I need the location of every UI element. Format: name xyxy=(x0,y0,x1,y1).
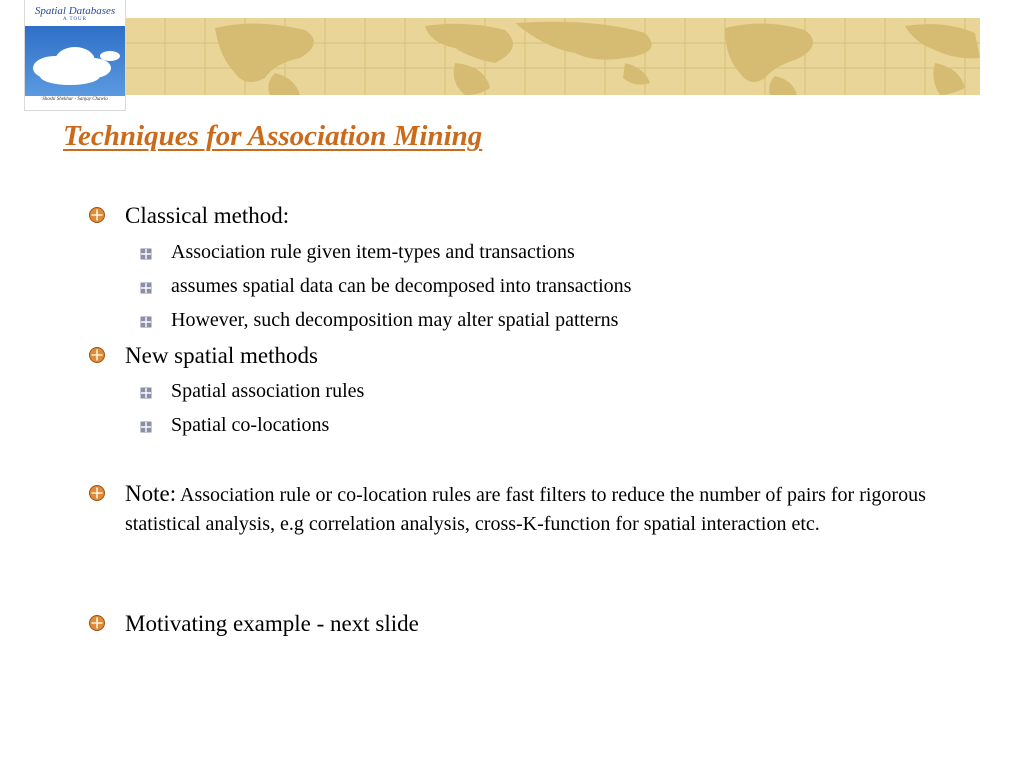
circle-bullet-icon xyxy=(88,484,106,502)
square-bullet-icon xyxy=(140,421,152,433)
square-bullet-icon xyxy=(140,316,152,328)
book-cover-logo xyxy=(25,0,125,110)
circle-bullet-icon xyxy=(88,614,106,632)
book-subtitle: A TOUR xyxy=(62,17,87,22)
header-banner xyxy=(125,18,980,95)
slide-title: Techniques for Association Mining xyxy=(63,120,483,152)
sub-bullet-spatial-association: Spatial association rules xyxy=(171,380,365,402)
bullet-motivating-example: Motivating example - next slide xyxy=(125,611,419,636)
note-text: Association rule or co-location rules are fast filters to reduce the number of pairs for rigorous statistical analysis, e.g correlation analysis, cross-K-function for spatial interaction etc. xyxy=(125,484,926,535)
circle-bullet-icon xyxy=(88,206,106,224)
world-map-graphic xyxy=(125,18,980,95)
cloud-sky-image xyxy=(25,26,125,96)
sub-bullet-spatial-colocations: Spatial co-locations xyxy=(171,414,330,436)
square-bullet-icon xyxy=(140,282,152,294)
square-bullet-icon xyxy=(140,387,152,399)
bullet-new-spatial-methods: New spatial methods xyxy=(125,343,318,368)
book-authors: Shashi Shekhar - Sanjay Chawla xyxy=(42,97,108,102)
book-title: Spatial Databases xyxy=(34,5,116,17)
circle-bullet-icon xyxy=(88,346,106,364)
bullet-classical-method: Classical method: xyxy=(125,203,290,228)
sub-bullet-assumes-spatial: assumes spatial data can be decomposed into transactions xyxy=(171,275,632,297)
sub-bullet-however: However, such decomposition may alter spatial patterns xyxy=(171,309,619,331)
square-bullet-icon xyxy=(140,248,152,260)
bullet-note xyxy=(125,480,980,538)
sub-bullet-association-rule: Association rule given item-types and transactions xyxy=(171,241,575,263)
note-label: Note: xyxy=(125,481,177,506)
